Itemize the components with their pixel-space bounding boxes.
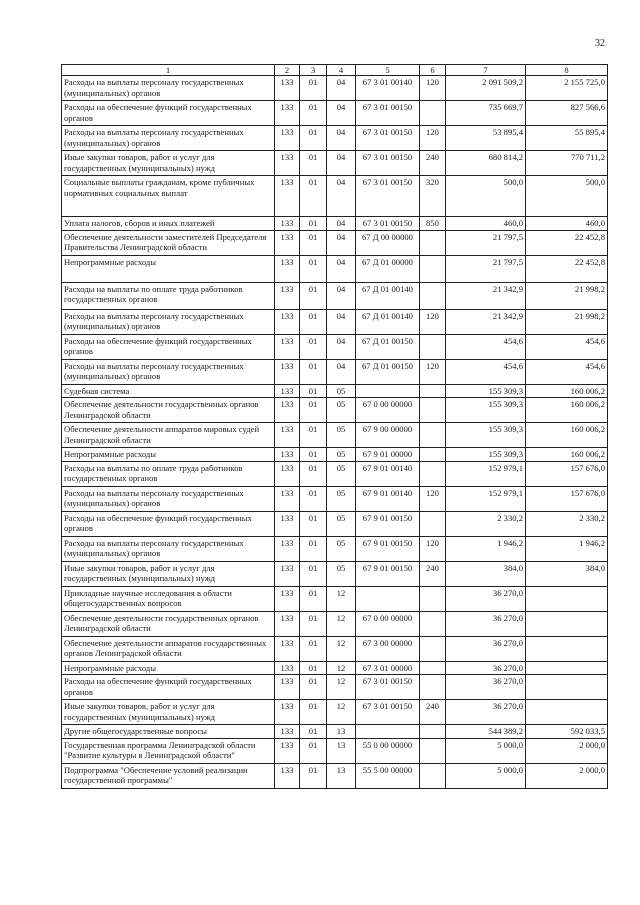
column-header: 5: [356, 65, 420, 76]
table-row: [62, 217, 608, 230]
row-name: Другие общегосударственные вопросы: [62, 725, 275, 738]
amount-year-2: [526, 586, 608, 611]
admin-code: 133: [275, 282, 300, 309]
amount-year-2: 157 676,0: [526, 486, 608, 511]
amount-year-2: 160 006,2: [526, 398, 608, 423]
table-row: [62, 511, 608, 536]
expense-type: [420, 255, 446, 282]
target-article: 67 0 00 00000: [356, 398, 420, 423]
table-body: [62, 76, 608, 788]
target-article: 67 3 01 00000: [356, 661, 420, 674]
amount-year-1: 384,0: [446, 561, 526, 586]
row-name: Непрограммные расходы: [62, 661, 275, 674]
amount-year-2: 460,0: [526, 217, 608, 230]
amount-year-2: 2 155 725,0: [526, 76, 608, 101]
amount-year-2: 1 946,2: [526, 536, 608, 561]
admin-code: 133: [275, 309, 300, 334]
target-article: 55 0 00 00000: [356, 738, 420, 763]
subsection-code: 04: [327, 255, 356, 282]
row-name: Социальные выплаты гражданам, кроме публичных нормативных социальных выплат: [62, 176, 275, 217]
subsection-code: 04: [327, 309, 356, 334]
admin-code: 133: [275, 448, 300, 461]
subsection-code: 05: [327, 423, 356, 448]
amount-year-2: [526, 636, 608, 661]
admin-code: 133: [275, 176, 300, 217]
admin-code: 133: [275, 763, 300, 788]
admin-code: 133: [275, 725, 300, 738]
amount-year-2: [526, 661, 608, 674]
target-article: 67 9 01 00140: [356, 461, 420, 486]
row-name: Расходы на выплаты персоналу государственных (муниципальных) органов: [62, 486, 275, 511]
section-code: 01: [300, 334, 327, 359]
section-code: 01: [300, 176, 327, 217]
admin-code: 133: [275, 636, 300, 661]
expense-type: [420, 763, 446, 788]
amount-year-2: 157 676,0: [526, 461, 608, 486]
expense-type: [420, 448, 446, 461]
column-header: 1: [62, 65, 275, 76]
amount-year-1: 1 946,2: [446, 536, 526, 561]
amount-year-1: 152 979,1: [446, 461, 526, 486]
expense-type: 240: [420, 561, 446, 586]
section-code: 01: [300, 423, 327, 448]
subsection-code: 13: [327, 763, 356, 788]
column-header: 8: [526, 65, 608, 76]
table-row: [62, 359, 608, 384]
amount-year-1: 2 330,2: [446, 511, 526, 536]
table-row: [62, 101, 608, 126]
row-name: Расходы на выплаты персоналу государственных (муниципальных) органов: [62, 76, 275, 101]
subsection-code: 13: [327, 725, 356, 738]
section-code: 01: [300, 675, 327, 700]
expense-type: [420, 334, 446, 359]
section-code: 01: [300, 309, 327, 334]
amount-year-2: 160 006,2: [526, 384, 608, 397]
expense-type: 240: [420, 700, 446, 725]
row-name: Уплата налогов, сборов и иных платежей: [62, 217, 275, 230]
row-name: Расходы на обеспечение функций государственных органов: [62, 675, 275, 700]
amount-year-1: 36 270,0: [446, 636, 526, 661]
subsection-code: 04: [327, 334, 356, 359]
table-row: [62, 76, 608, 101]
admin-code: 133: [275, 151, 300, 176]
amount-year-2: 454,6: [526, 334, 608, 359]
amount-year-2: 592 033,5: [526, 725, 608, 738]
target-article: 67 9 01 00150: [356, 536, 420, 561]
table-row: [62, 611, 608, 636]
amount-year-1: 155 309,3: [446, 398, 526, 423]
amount-year-1: 680 814,2: [446, 151, 526, 176]
admin-code: 133: [275, 586, 300, 611]
table-row: [62, 586, 608, 611]
amount-year-2: 500,0: [526, 176, 608, 217]
target-article: 67 3 01 00150: [356, 176, 420, 217]
row-name: Обеспечение деятельности государственных органов Ленинградской области: [62, 611, 275, 636]
subsection-code: 05: [327, 448, 356, 461]
admin-code: 133: [275, 384, 300, 397]
subsection-code: 05: [327, 511, 356, 536]
table-row: [62, 461, 608, 486]
row-name: Расходы на обеспечение функций государственных органов: [62, 511, 275, 536]
admin-code: 133: [275, 359, 300, 384]
row-name: Подпрограмма "Обеспечение условий реализации государственной программы": [62, 763, 275, 788]
column-header: 6: [420, 65, 446, 76]
target-article: 67 9 01 00140: [356, 486, 420, 511]
amount-year-1: 53 895,4: [446, 126, 526, 151]
expense-type: [420, 636, 446, 661]
table-row: [62, 738, 608, 763]
subsection-code: 04: [327, 282, 356, 309]
amount-year-1: 544 389,2: [446, 725, 526, 738]
subsection-code: 13: [327, 738, 356, 763]
section-code: 01: [300, 536, 327, 561]
admin-code: 133: [275, 536, 300, 561]
target-article: 67 9 01 00000: [356, 448, 420, 461]
subsection-code: 12: [327, 611, 356, 636]
expense-type: [420, 282, 446, 309]
amount-year-2: 21 998,2: [526, 309, 608, 334]
section-code: 01: [300, 126, 327, 151]
amount-year-1: 460,0: [446, 217, 526, 230]
subsection-code: 04: [327, 230, 356, 255]
expense-type: [420, 611, 446, 636]
target-article: 67 9 01 00150: [356, 511, 420, 536]
subsection-code: 04: [327, 359, 356, 384]
amount-year-1: 735 669,7: [446, 101, 526, 126]
section-code: 01: [300, 511, 327, 536]
table-row: [62, 334, 608, 359]
row-name: Иные закупки товаров, работ и услуг для государственных (муниципальных) нужд: [62, 700, 275, 725]
subsection-code: 12: [327, 636, 356, 661]
amount-year-2: 384,0: [526, 561, 608, 586]
table-row: [62, 384, 608, 397]
subsection-code: 04: [327, 101, 356, 126]
amount-year-1: 36 270,0: [446, 700, 526, 725]
row-name: Непрограммные расходы: [62, 255, 275, 282]
expense-type: [420, 230, 446, 255]
amount-year-1: 36 270,0: [446, 611, 526, 636]
target-article: [356, 725, 420, 738]
admin-code: 133: [275, 230, 300, 255]
expense-type: [420, 511, 446, 536]
target-article: 67 Д 01 00150: [356, 334, 420, 359]
table-row: [62, 536, 608, 561]
subsection-code: 05: [327, 384, 356, 397]
table-row: [62, 700, 608, 725]
row-name: Расходы на обеспечение функций государственных органов: [62, 334, 275, 359]
target-article: 67 9 00 00000: [356, 423, 420, 448]
section-code: 01: [300, 700, 327, 725]
amount-year-1: 5 000,0: [446, 763, 526, 788]
subsection-code: 05: [327, 461, 356, 486]
table-row: [62, 282, 608, 309]
target-article: 67 Д 00 00000: [356, 230, 420, 255]
row-name: Иные закупки товаров, работ и услуг для государственных (муниципальных) нужд: [62, 151, 275, 176]
amount-year-1: 155 309,3: [446, 448, 526, 461]
amount-year-2: [526, 611, 608, 636]
admin-code: 133: [275, 334, 300, 359]
amount-year-2: 22 452,8: [526, 255, 608, 282]
table-header-row: [62, 65, 608, 76]
amount-year-1: 21 342,9: [446, 309, 526, 334]
section-code: 01: [300, 586, 327, 611]
admin-code: 133: [275, 76, 300, 101]
expense-type: [420, 586, 446, 611]
amount-year-2: 22 452,8: [526, 230, 608, 255]
target-article: [356, 384, 420, 397]
row-name: Расходы на выплаты по оплате труда работников государственных органов: [62, 282, 275, 309]
row-name: Расходы на выплаты персоналу государственных (муниципальных) органов: [62, 536, 275, 561]
target-article: 67 0 00 00000: [356, 611, 420, 636]
section-code: 01: [300, 282, 327, 309]
row-name: Государственная программа Ленинградской области "Развитие культуры в Ленинградской области": [62, 738, 275, 763]
admin-code: 133: [275, 738, 300, 763]
table-row: [62, 763, 608, 788]
section-code: 01: [300, 101, 327, 126]
section-code: 01: [300, 561, 327, 586]
amount-year-2: 827 566,6: [526, 101, 608, 126]
subsection-code: 05: [327, 561, 356, 586]
target-article: 67 Д 01 00000: [356, 255, 420, 282]
row-name: Непрограммные расходы: [62, 448, 275, 461]
admin-code: 133: [275, 611, 300, 636]
expense-type: [420, 661, 446, 674]
amount-year-2: 21 998,2: [526, 282, 608, 309]
section-code: 01: [300, 448, 327, 461]
amount-year-2: 770 711,2: [526, 151, 608, 176]
admin-code: 133: [275, 561, 300, 586]
table-row: [62, 448, 608, 461]
table-row: [62, 661, 608, 674]
expense-type: 120: [420, 309, 446, 334]
column-header: 4: [327, 65, 356, 76]
subsection-code: 05: [327, 486, 356, 511]
admin-code: 133: [275, 700, 300, 725]
target-article: 67 Д 01 00150: [356, 359, 420, 384]
amount-year-2: 160 006,2: [526, 448, 608, 461]
admin-code: 133: [275, 661, 300, 674]
target-article: 55 5 00 00000: [356, 763, 420, 788]
column-header: 7: [446, 65, 526, 76]
budget-table: [61, 64, 608, 789]
expense-type: 120: [420, 536, 446, 561]
admin-code: 133: [275, 217, 300, 230]
section-code: 01: [300, 611, 327, 636]
table-row: [62, 423, 608, 448]
section-code: 01: [300, 359, 327, 384]
section-code: 01: [300, 725, 327, 738]
row-name: Обеспечение деятельности аппаратов государственных органов Ленинградской области: [62, 636, 275, 661]
amount-year-1: 155 309,3: [446, 423, 526, 448]
expense-type: [420, 461, 446, 486]
row-name: Судебная система: [62, 384, 275, 397]
amount-year-1: 500,0: [446, 176, 526, 217]
amount-year-1: 454,6: [446, 334, 526, 359]
target-article: 67 3 01 00150: [356, 151, 420, 176]
expense-type: 120: [420, 76, 446, 101]
amount-year-1: 36 270,0: [446, 661, 526, 674]
target-article: 67 3 01 00150: [356, 700, 420, 725]
expense-type: [420, 423, 446, 448]
row-name: Прикладные научные исследования в области общегосударственных вопросов: [62, 586, 275, 611]
subsection-code: 04: [327, 151, 356, 176]
admin-code: 133: [275, 126, 300, 151]
target-article: [356, 586, 420, 611]
row-name: Обеспечение деятельности заместителей Председателя Правительства Ленинградской области: [62, 230, 275, 255]
subsection-code: 05: [327, 398, 356, 423]
expense-type: 120: [420, 359, 446, 384]
target-article: 67 3 00 00000: [356, 636, 420, 661]
subsection-code: 05: [327, 536, 356, 561]
amount-year-2: 454,6: [526, 359, 608, 384]
subsection-code: 04: [327, 126, 356, 151]
amount-year-1: 36 270,0: [446, 586, 526, 611]
expense-type: 120: [420, 126, 446, 151]
table-row: [62, 636, 608, 661]
section-code: 01: [300, 217, 327, 230]
table-row: [62, 151, 608, 176]
expense-type: [420, 725, 446, 738]
target-article: 67 3 01 00150: [356, 675, 420, 700]
expense-type: [420, 398, 446, 423]
subsection-code: 12: [327, 700, 356, 725]
table-row: [62, 309, 608, 334]
row-name: Обеспечение деятельности аппаратов мировых судей Ленинградской области: [62, 423, 275, 448]
row-name: Расходы на выплаты персоналу государственных (муниципальных) органов: [62, 126, 275, 151]
admin-code: 133: [275, 255, 300, 282]
target-article: 67 9 01 00150: [356, 561, 420, 586]
section-code: 01: [300, 763, 327, 788]
expense-type: [420, 738, 446, 763]
target-article: 67 Д 01 00140: [356, 309, 420, 334]
table-row: [62, 561, 608, 586]
amount-year-1: 2 091 509,2: [446, 76, 526, 101]
column-header: 2: [275, 65, 300, 76]
subsection-code: 04: [327, 176, 356, 217]
section-code: 01: [300, 661, 327, 674]
expense-type: 320: [420, 176, 446, 217]
table-row: [62, 398, 608, 423]
table-row: [62, 255, 608, 282]
table-row: [62, 675, 608, 700]
table-row: [62, 230, 608, 255]
amount-year-1: 21 342,9: [446, 282, 526, 309]
target-article: 67 3 01 00140: [356, 76, 420, 101]
amount-year-2: 2 000,0: [526, 763, 608, 788]
amount-year-2: 55 895,4: [526, 126, 608, 151]
section-code: 01: [300, 738, 327, 763]
table-row: [62, 486, 608, 511]
amount-year-1: 152 979,1: [446, 486, 526, 511]
amount-year-1: 21 797,5: [446, 255, 526, 282]
amount-year-2: [526, 675, 608, 700]
table-row: [62, 176, 608, 217]
row-name: Расходы на выплаты персоналу государственных (муниципальных) органов: [62, 309, 275, 334]
subsection-code: 12: [327, 661, 356, 674]
section-code: 01: [300, 384, 327, 397]
admin-code: 133: [275, 423, 300, 448]
admin-code: 133: [275, 101, 300, 126]
admin-code: 133: [275, 675, 300, 700]
subsection-code: 04: [327, 217, 356, 230]
expense-type: [420, 384, 446, 397]
row-name: Расходы на обеспечение функций государственных органов: [62, 101, 275, 126]
subsection-code: 12: [327, 675, 356, 700]
column-header: 3: [300, 65, 327, 76]
row-name: Иные закупки товаров, работ и услуг для государственных (муниципальных) нужд: [62, 561, 275, 586]
expense-type: 240: [420, 151, 446, 176]
amount-year-2: 2 000,0: [526, 738, 608, 763]
expense-type: [420, 675, 446, 700]
amount-year-2: 2 330,2: [526, 511, 608, 536]
admin-code: 133: [275, 511, 300, 536]
admin-code: 133: [275, 461, 300, 486]
row-name: Расходы на выплаты по оплате труда работников государственных органов: [62, 461, 275, 486]
section-code: 01: [300, 151, 327, 176]
section-code: 01: [300, 76, 327, 101]
subsection-code: 12: [327, 586, 356, 611]
row-name: Обеспечение деятельности государственных органов Ленинградской области: [62, 398, 275, 423]
section-code: 01: [300, 255, 327, 282]
row-name: Расходы на выплаты персоналу государственных (муниципальных) органов: [62, 359, 275, 384]
subsection-code: 04: [327, 76, 356, 101]
admin-code: 133: [275, 486, 300, 511]
expense-type: 120: [420, 486, 446, 511]
expense-type: [420, 101, 446, 126]
amount-year-1: 21 797,5: [446, 230, 526, 255]
page-number: 32: [595, 38, 605, 49]
section-code: 01: [300, 230, 327, 255]
admin-code: 133: [275, 398, 300, 423]
table-row: [62, 126, 608, 151]
expense-type: 850: [420, 217, 446, 230]
amount-year-2: [526, 700, 608, 725]
target-article: 67 3 01 00150: [356, 126, 420, 151]
target-article: 67 3 01 00150: [356, 101, 420, 126]
target-article: 67 Д 01 00140: [356, 282, 420, 309]
amount-year-1: 5 000,0: [446, 738, 526, 763]
table-row: [62, 725, 608, 738]
section-code: 01: [300, 486, 327, 511]
section-code: 01: [300, 398, 327, 423]
amount-year-1: 454,6: [446, 359, 526, 384]
section-code: 01: [300, 636, 327, 661]
amount-year-1: 36 270,0: [446, 675, 526, 700]
amount-year-2: 160 006,2: [526, 423, 608, 448]
target-article: 67 3 01 00150: [356, 217, 420, 230]
section-code: 01: [300, 461, 327, 486]
amount-year-1: 155 309,3: [446, 384, 526, 397]
